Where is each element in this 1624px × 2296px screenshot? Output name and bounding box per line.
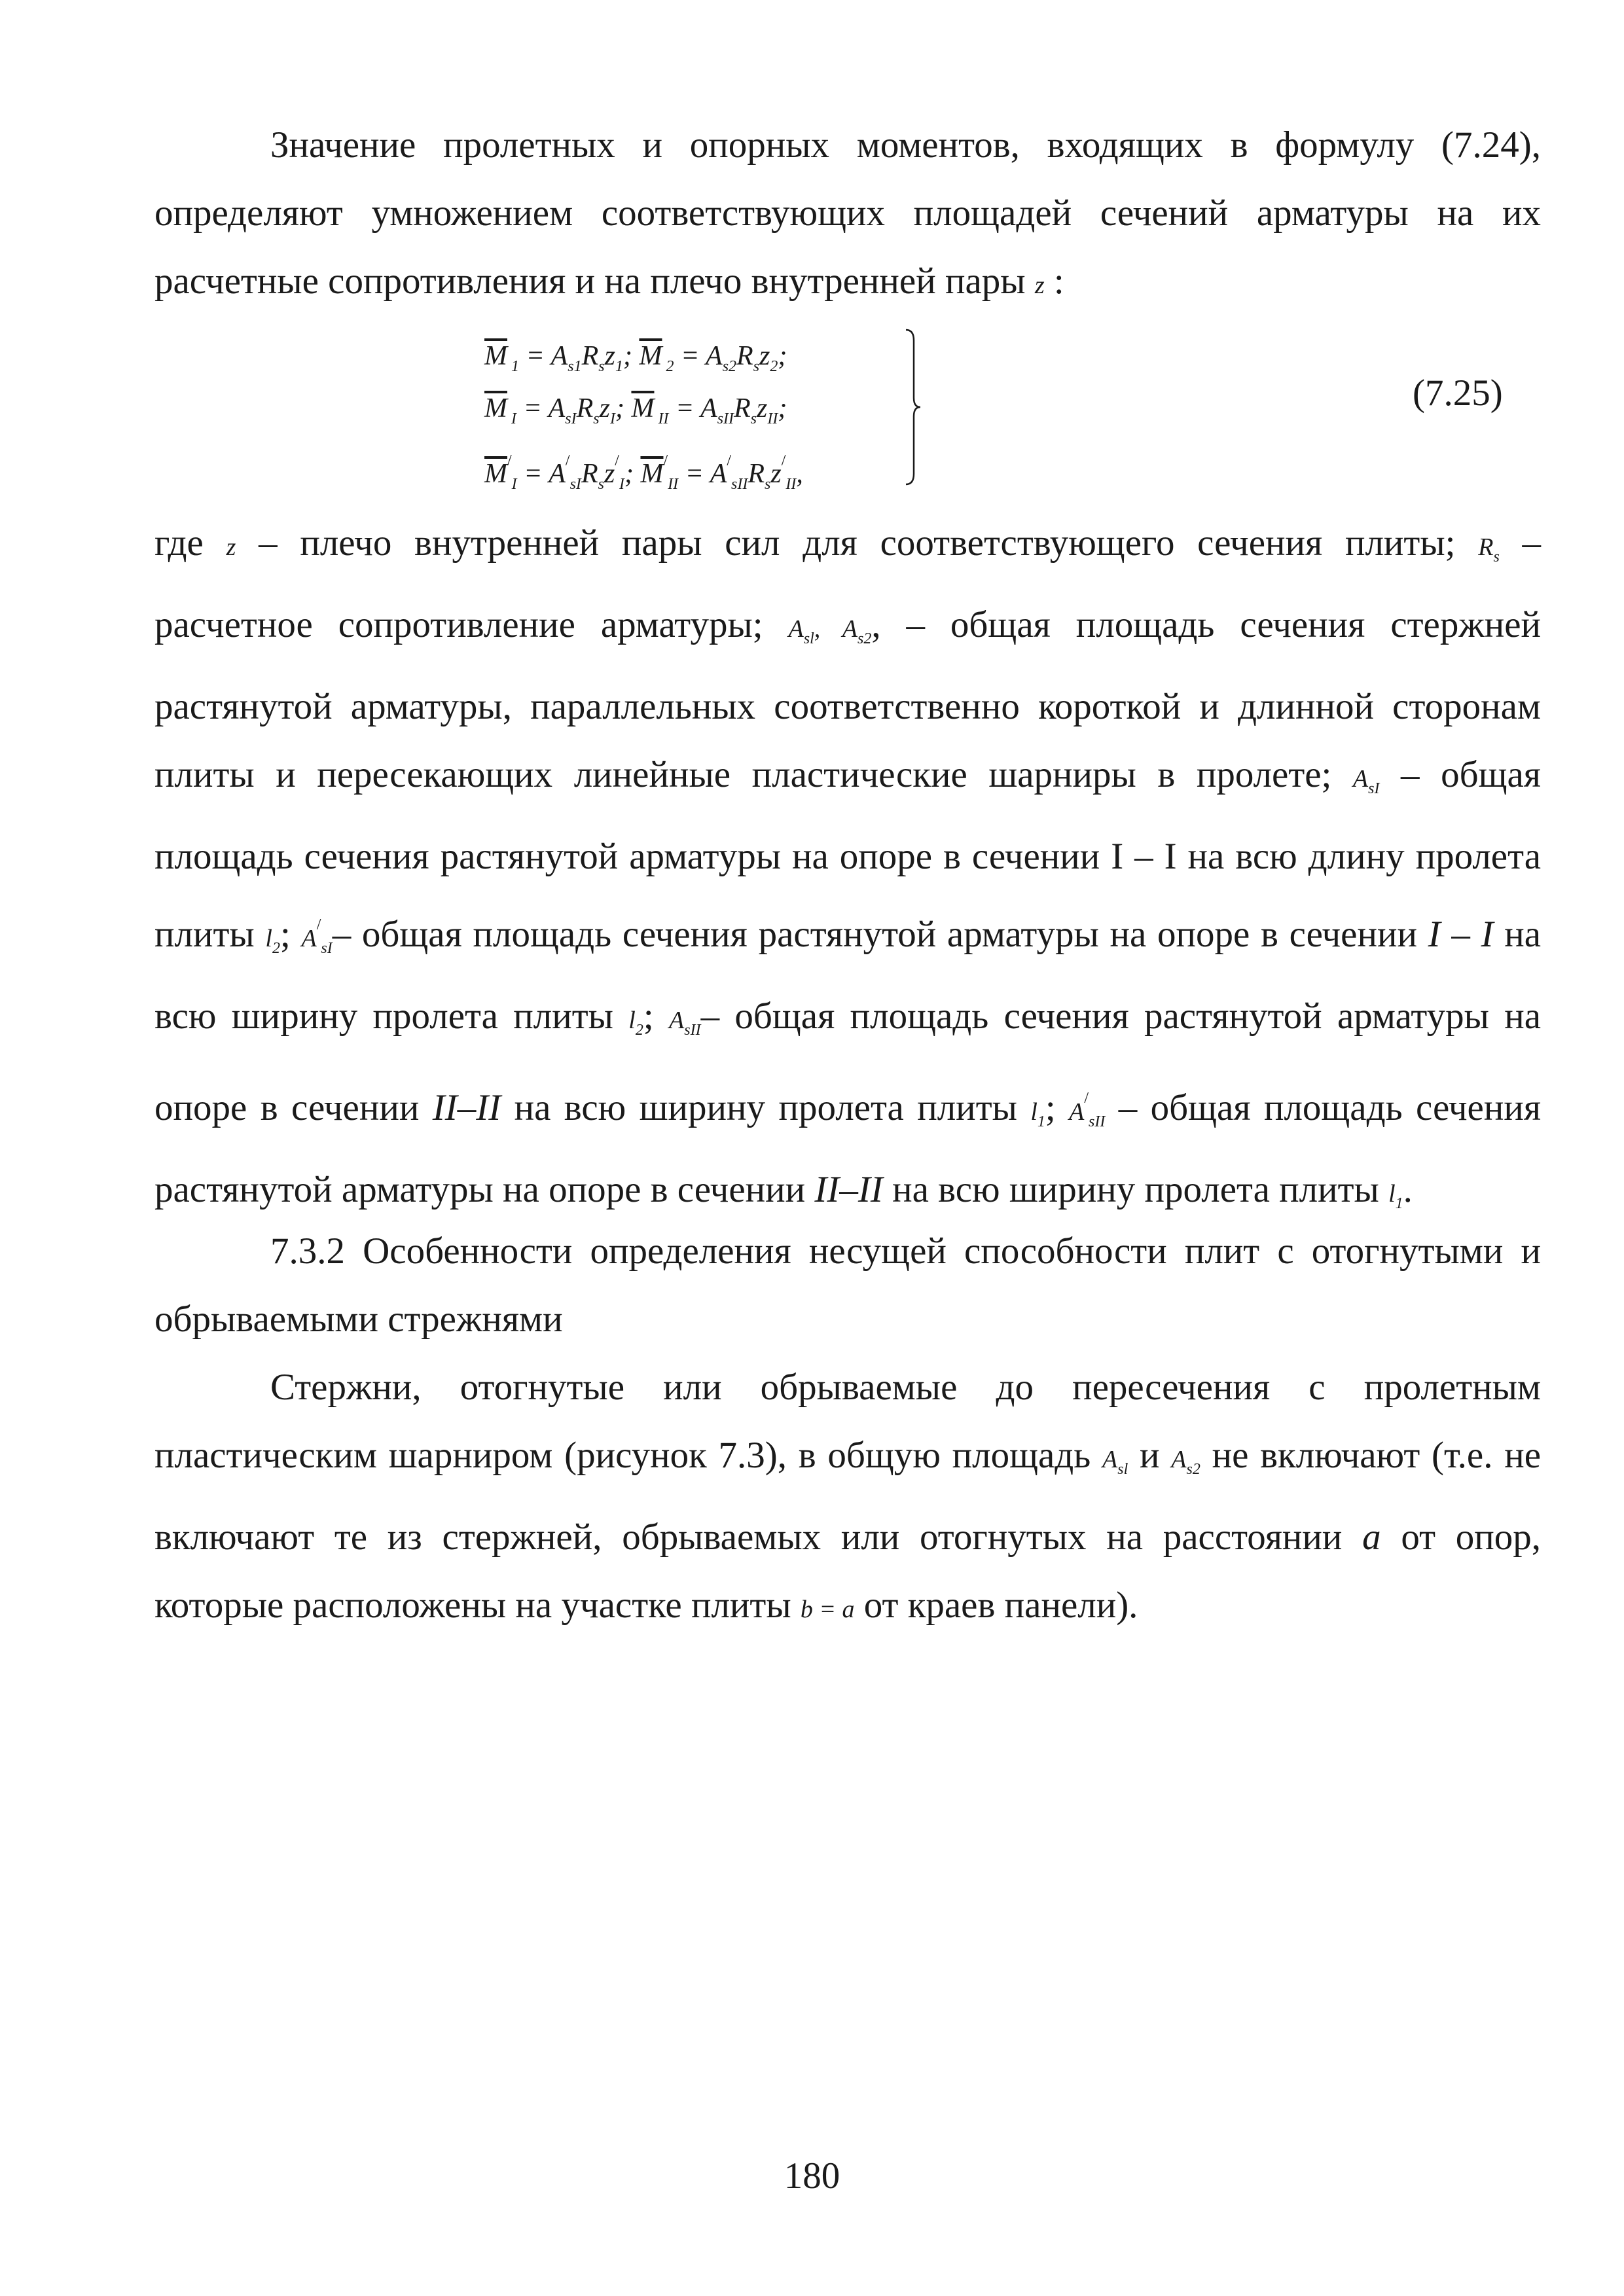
formula-row-1: $\overline{M}$ $_1 = A_{s1}R_sz_1$; $\overline{M}$ $_2 = A_{s2}R_sz_2$; (484, 341, 787, 375)
def-section-i: I – I (1428, 914, 1494, 955)
def-text-18: . (1403, 1169, 1413, 1210)
symbol-asi: $A_{sI}$ (1352, 765, 1380, 797)
intro-text: Значение пролетных и опорных моментов, входящих в формулу (7.24), определяют умножением соответствующих площадей сечений арматуры на их расчетные сопротивления и на плечо внутренней пары (154, 124, 1541, 302)
symbol-l2: $l_2$ (265, 925, 280, 957)
symbol-asl: $A_{sl}$ (1102, 1446, 1128, 1478)
heading-7-3-2: 7.3.2 Особенности определения несущей способности плит с отогнутыми и обрываемыми стрежнями (154, 1230, 1541, 1340)
def-text-9: на всю ширину пролета плиты (154, 914, 1542, 1037)
symbol-as2: $A_{s2}$ (1171, 1446, 1200, 1478)
def-section-ii-b: II–II (814, 1169, 883, 1210)
symbol-z-def: z (226, 533, 236, 561)
def-text-15: – общая площадь сечения растянутой арматуры на опоре в сечении (154, 1087, 1542, 1210)
symbol-rs: $R_s$ (1478, 533, 1500, 565)
intro-end: : (1044, 260, 1064, 302)
def-text-11: – общая площадь сечения растянутой арматуры на опоре в сечении (154, 996, 1542, 1128)
symbol-l1-b: $l_1$ (1388, 1180, 1403, 1212)
rods-text-3: не включают (т.е. не включают те из стержней, обрываемых или отогнутых на расстоянии (154, 1435, 1541, 1558)
def-text-4: , – общая площадь сечения стержней растянутой арматуры, параллельных соответственно короткой и длинной сторонам плиты и пересекающих линейные пластические шарниры в пролете; (154, 604, 1542, 795)
rods-text-2: и (1128, 1435, 1172, 1476)
def-text-5: – общая площадь сечения растянутой арматуры на опоре в сечении I – I на всю длину пролета плиты (154, 754, 1541, 955)
def-text-2: – плечо внутренней пары сил для соответствующего сечения плиты; (236, 522, 1456, 564)
section-heading (154, 1217, 1541, 1354)
symbol-asii-prime: $A^/_{sII}$ (1069, 1090, 1106, 1130)
def-text-14: ; (1045, 1087, 1056, 1128)
paragraph-rods (154, 1354, 1541, 1643)
formula-brace (903, 327, 923, 488)
def-text-13: на всю ширину пролета плиты (501, 1087, 1017, 1128)
page-number: 180 (784, 2155, 840, 2197)
def-text-6: ; (280, 914, 291, 955)
symbol-a: a (1362, 1516, 1381, 1558)
formula-row-3: $\overline{M}^/_I = A^/_{sI}R_sz^/_I$; $\overline{M}^/_{II} = A^/_{sII}R_sz^/_{II}$, (484, 452, 803, 493)
def-text-10: ; (643, 996, 654, 1037)
rods-text-7: от краев панели). (854, 1585, 1138, 1626)
symbol-z: z (1034, 272, 1045, 299)
def-text-3: – расчетное сопротивление арматуры; (154, 522, 1542, 645)
equation-number: (7.25) (1413, 372, 1503, 414)
symbol-l2-b: $l_2$ (628, 1007, 643, 1039)
formula-row-2: $\overline{M}$ $_I = A_{sI}R_sz_I$; $\overline{M}$ $_{II} = A_{sII}R_sz_{II}$; (484, 393, 787, 427)
def-section-ii: II–II (432, 1087, 501, 1128)
symbol-as1-as2: $A_{sl}$, $A_{s2}$ (788, 615, 872, 647)
symbol-b-eq-a: b = a (800, 1596, 855, 1623)
def-text-17: на всю ширину пролета плиты (882, 1169, 1379, 1210)
def-text-7: – общая площадь сечения растянутой арматуры на опоре в сечении (332, 914, 1417, 955)
symbol-asi-prime: $A^/_{sI}$ (301, 916, 333, 957)
symbol-l1: $l_1$ (1030, 1098, 1045, 1130)
rods-text-1: Стержни, отогнутые или обрываемые до пересечения с пролетным пластическим шарниром (рисунок 7.3), в общую площадь (154, 1367, 1541, 1476)
symbol-asii: $A_{sII}$ (669, 1007, 701, 1039)
paragraph-definitions (154, 509, 1541, 1238)
def-text-1: где (154, 522, 204, 564)
rods-text-5: от опор, которые расположены на участке плиты (154, 1516, 1541, 1626)
paragraph-intro (154, 111, 1541, 319)
